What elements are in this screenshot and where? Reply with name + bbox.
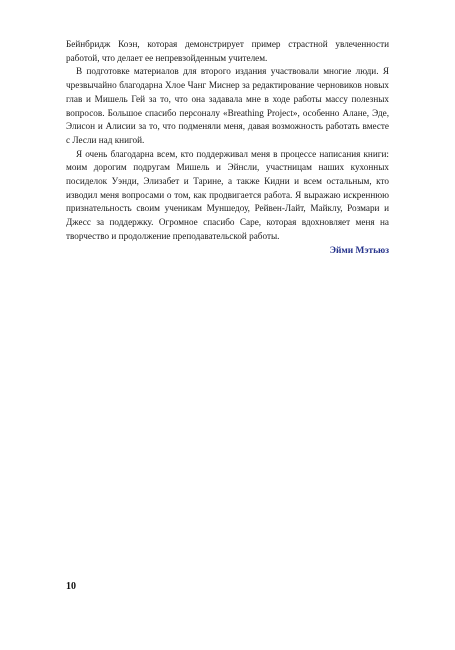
paragraph-second-edition-thanks: В подготовке материалов для второго издания участвовали многие люди. Я чрезвычайно благодарна Хлое Чанг Миснер за редактирование черновиков новых глав и Мишель Гей за то, что она задавала мне в ходе работы массу полезных вопросов. Большое спасибо персоналу «Breathing Project», особенно Алане, Эде, Элисон и Алисии за то, что подменяли меня, давая возможность работать вместе с Лесли над книгой. <box>66 66 389 145</box>
page-number: 10 <box>66 581 76 592</box>
author-signature: Эйми Мэтьюз <box>329 245 389 256</box>
paragraph-personal-thanks: Я очень благодарна всем, кто поддерживал меня в процессе написания книги: моим дорогим подругам Мишель и Эйнсли, участницам наших кухонных посиделок Уэнди, Элизабет и Тарине, а также Кидни и всем остальным, кто изводил меня вопросами о том, как продвигается работа. Я выражаю искреннюю признательность своим ученикам Муншедоу, Рейвен-Лайт, Майклу, Розмари и Джесс за поддержку. Огромное спасибо Саре, которая вдохновляет меня на творчество и продолжение преподавательской работы. <box>66 148 389 241</box>
paragraph-continuation: Бейнбридж Коэн, которая демонстрирует пример страстной увлеченности работой, что делает ее непревзойденным учителем. <box>66 39 389 63</box>
page-body <box>66 38 389 258</box>
